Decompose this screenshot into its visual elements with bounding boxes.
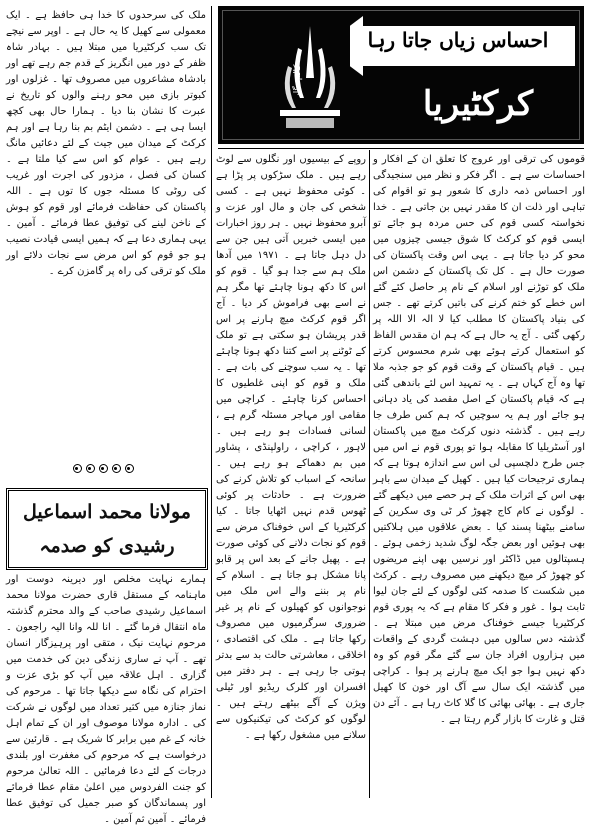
article-column-middle xyxy=(216,152,366,792)
obituary-heading-box xyxy=(6,488,208,570)
obituary-text: ہمارے نہایت مخلص اور دیرینہ دوست اور ماہنامہ کے مستقل قاری حضرت مولانا محمد اسماعیل رشیدی صاحب کے والد محترم گذشتہ ماہ انتقال فرما گئے ۔ انا للہ وانا الیہ راجعون ۔ مرحوم نہایت نیک ، متقی اور پرہیزگار انسان تھے ۔ آپ نے ساری زندگی دین کی خدمت میں گزاری ۔ اہل علاقہ میں آپ کو بڑی عزت و احترام کی نگاہ سے دیکھا جاتا تھا ۔ مرحوم کی نماز جنازہ میں کثیر تعداد میں لوگوں نے شرکت کی ۔ ادارہ مولانا موصوف اور ان کے تمام اہل خانہ کے غم میں برابر کا شریک ہے ۔ قارئین سے درخواست ہے کہ مرحوم کی مغفرت اور بلندی درجات کے لئے دعا فرمائیں ۔ اللہ تعالیٰ مرحوم کو جنت الفردوس میں اعلیٰ مقام عطا فرمائے اور پسماندگان کو صبر جمیل کی توفیق عطا فرمائے ۔ آمین ثم آمین ۔ xyxy=(6,574,206,825)
section-separator xyxy=(63,458,143,472)
article-text: قوموں کی ترقی اور عروج کا تعلق ان کے افکار و احساسات سے ہے ۔ اگر فکر و نظر میں سنجیدگی اور احساس ذمہ داری کا شعور ہو تو اقوام کی تباہی اور ذلت ان کا مقدر نہیں بن جاتی ہے ۔ خدا نخواستہ کسی قوم کی حس مردہ ہو جائے تو ایسی قوم کو کرکٹ کا شوق جیسی چیزوں میں محو کر دیا جاتا ہے ۔ یہی اس وقت پاکستان کی صورت حال ہے ۔ کل تک پاکستان کے دشمن اس ملک کو توڑنے اور اسلام کے نام پر حاصل کئے گئے اس خطے کو ختم کرنے کی باتیں کرتے تھے ۔ جس کی بنیاد پاکستان کا مطلب کیا لا الہ الا اللہ پر رکھی گئی ۔ آج یہ حال ہے کہ ہم ان مقدس الفاظ کو استعمال کرتے ہوئے بھی شرم محسوس کرتے ہیں ۔ قیام پاکستان کے وقت قوم کو جو جذبہ ملا تھا وہ آج کہاں ہے ۔ یہ تمہید اس لئے باندھی گئی ہے کہ قیام پاکستان کے اصل مقصد کی یاد دہانی ہو جائے اور ہم یہ سوچیں کہ ہم کس طرف جا رہے ہیں ۔ گذشتہ دنوں کرکٹ میچ میں پاکستان اور آسٹریلیا کا مقابلہ ہوا تو پوری قوم نے اس میں جس طرح دلچسپی لی اس سے اندازہ ہوتا ہے کہ ہماری ترجیحات کیا ہیں ۔ کھیل کے میدان سے باہر بھی اس کے اثرات ملک کے ہر حصے میں دیکھے گئے ۔ لوگوں نے کام کاج چھوڑ کر ٹی وی سکرین کے سامنے بیٹھنا پسند کیا ۔ بعض علاقوں میں ہلاکتیں بھی ہوئیں اور بعض جگہ لوگ شدید زخمی ہوئے ۔ ہسپتالوں میں ڈاکٹر اور نرسیں بھی اپنے مریضوں کو چھوڑ کر میچ دیکھنے میں مصروف رہے ۔ کرکٹ میں شکست کا صدمہ کئی لوگوں کے لئے جان لیوا ثابت ہوا ۔ غور و فکر کا مقام ہے کہ یہ پوری قوم کرکٹیریا جیسے خوفناک مرض میں مبتلا ہے ۔ گذشتہ دس سالوں میں دہشت گردی کے واقعات میں ہزاروں افراد جان سے گئے مگر قوم کو وہ دکھ نہیں ہوا جو ایک میچ ہارنے پر ہوا ۔ کراچی میں گذشتہ ایک سال سے آگ اور خون کا کھیل جاری ہے ۔ بھائی بھائی کا گلا کاٹ رہا ہے ۔ آئے دن قتل و غارت کا بازار گرم رہتا ہے ۔ xyxy=(373,154,585,725)
column-divider xyxy=(211,6,212,798)
article-text: روپے کے بیسیوں اور نگلوں سے لوٹ رہے ہیں ۔ ملک سڑکوں پر پڑا ہے ۔ کوئی محفوظ نہیں ہے ۔ کسی شخص کی جان و مال اور عزت و آبرو محفوظ نہیں ۔ ہر روز اخبارات میں ایسی خبریں آتی ہیں جن سے دل دہل جاتا ہے ۔ ۱۹۷۱ میں آدھا ملک ہم سے جدا ہو گیا ۔ قوم کو اس کا دکھ ہونا چاہئے تھا مگر ہم نے اسے بھی فراموش کر دیا ۔ آج اگر قوم کرکٹ میچ ہارنے پر اس قدر پریشان ہو سکتی ہے تو ملک کے ٹوٹنے پر اسے کتنا دکھ ہونا چاہئے تھا ۔ یہ سب سوچنے کی بات ہے ۔ ملک و قوم کو اپنی غلطیوں کا احساس کرنا چاہئے ۔ کراچی میں مقامی اور مہاجر مسئلہ گرم ہے ، لسانی فسادات ہو رہے ہیں ۔ لاہور ، کراچی ، راولپنڈی ، پشاور میں بم دھماکے ہو رہے ہیں ۔ سانحہ کے اسباب کو تلاش کرنے کی ضرورت ہے ۔ حادثات پر کوئی ٹھوس قدم نہیں اٹھایا جاتا ۔ کیا کرکٹیریا کے اس خوفناک مرض سے قوم کو نجات دلانے کی کوئی صورت ہے ۔ پھیل جانے کے بعد اس پر قابو پانا مشکل ہو جاتا ہے ۔ اسلام کے نام پر بننے والے اس ملک میں نوجوانوں کو کھیلوں کے نام پر غیر ضروری سرگرمیوں میں مصروف رکھا جاتا ہے ۔ ملک کی اقتصادی ، اخلاقی ، معاشرتی حالت بد سے بدتر ہوتی جا رہی ہے ۔ ہر دفتر میں افسران اور کلرک ریڈیو اور ٹیلی ویژن کے آگے بیٹھے رہتے ہیں ۔ لوگوں کو کرکٹ کی تیکنیکوں سے سلانے میں مشغول رکھا ہے ۔ xyxy=(216,154,366,741)
banner-title: کرکٹیریا xyxy=(422,84,534,124)
article-column-right xyxy=(373,152,585,792)
column-divider xyxy=(369,150,370,798)
article-column-left xyxy=(6,8,206,448)
ornament-dot-icon xyxy=(99,464,108,473)
ornament-dot-icon xyxy=(73,464,82,473)
banner-rule xyxy=(218,148,584,149)
obituary-text-column xyxy=(6,572,206,825)
monument-icon xyxy=(270,18,350,138)
column-banner xyxy=(218,6,584,144)
ornament-dot-icon xyxy=(112,464,121,473)
banner-vertical-subtitle: کالم نگار xyxy=(293,64,303,98)
banner-arrow-text: احساس زیاں جاتا رہا xyxy=(367,28,549,52)
ornament-dot-icon xyxy=(86,464,95,473)
article-text: ملک کی سرحدوں کا خدا ہی حافظ ہے ۔ ایک معمولی سے کھیل کا یہ حال ہے ۔ اوپر سے نیچے تک سب کرکٹیریا میں مبتلا ہیں ۔ بہادر شاہ ظفر کے دور میں انگریز کے قدم جم رہے تھے اور بادشاہ مشاعروں میں مصروف تھا ۔ غزلوں اور کبوتر بازی میں محو رہنے والوں کو تاریخ نے عبرت کا نشان بنا دیا ۔ ہمارا حال بھی کچھ ایسا ہی ہے ۔ دشمن ایٹم بم بنا رہا ہے اور ہم کرکٹ کے میدان میں جیت کے لئے دعائیں مانگ رہے ہیں ۔ عوام کو اس سے کیا ملتا ہے ۔ کسان کی فصل ، مزدور کی اجرت اور غریب کی روٹی کا مسئلہ جوں کا توں ہے ۔ اللہ پاکستان کی حفاظت فرمائے اور قوم کو ہوش کے ناخن لینے کی توفیق عطا فرمائے ۔ آمین ۔ یہی ہماری دعا ہے کہ ہمیں ایسی قیادت نصیب ہو جو قوم کو اس مرض سے نجات دلائے اور ملک کو ترقی کی راہ پر گامزن کرے ۔ xyxy=(6,10,206,277)
ornament-dot-icon xyxy=(125,464,134,473)
obituary-title: مولانا محمد اسماعیل رشیدی کو صدمہ xyxy=(23,501,191,557)
